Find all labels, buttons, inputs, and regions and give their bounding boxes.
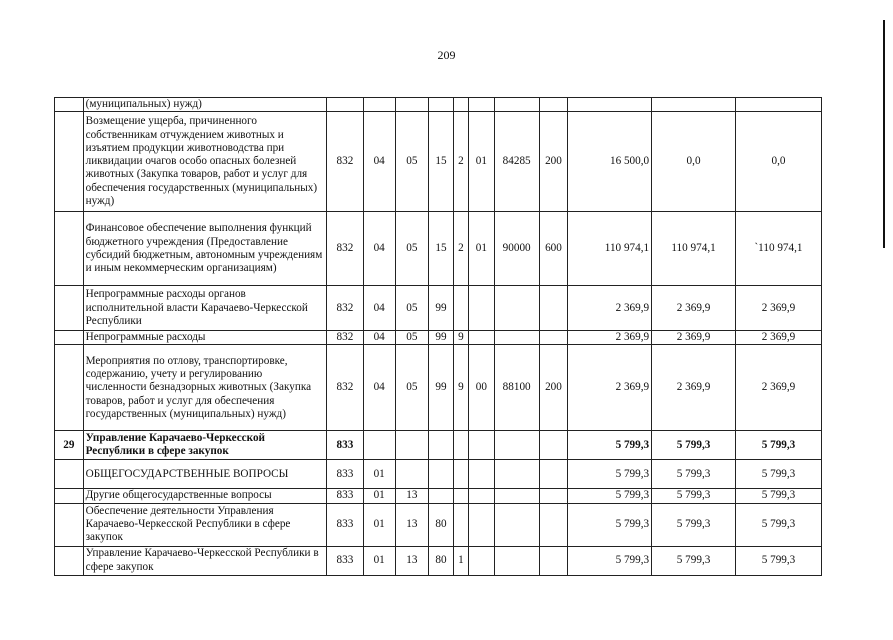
grbs-code-cell: 832 [327,212,364,286]
expense-type-cell [539,286,568,331]
page-edge-line [883,20,885,248]
subprogram-code-cell [453,503,468,546]
row-number-cell [55,331,84,345]
description-cell: Возмещение ущерба, причиненного собственникам отчуждением животных и изъятием продукции животноводства при ликвидации очагов особо опасных болезней животных (Закупка товаров, работ и услуг для обеспечения государственных (муниципальных) нужд) [83,112,326,212]
grbs-code-cell: 832 [327,112,364,212]
table-row [55,431,822,460]
expense-type-cell: 200 [539,345,568,431]
grbs-code-cell: 832 [327,345,364,431]
section-code-cell: 04 [363,212,395,286]
subsection-code-cell [395,431,429,460]
amount-year1-cell: 2 369,9 [568,286,652,331]
direction-code-cell [494,331,539,345]
subsection-code-cell: 05 [395,286,429,331]
table-row [55,112,822,212]
section-code-cell: 01 [363,489,395,503]
subprogram-code-cell: 1 [453,546,468,575]
amount-year2-cell: 5 799,3 [652,503,736,546]
amount-year1-cell: 5 799,3 [568,431,652,460]
subprogram-code-cell [453,431,468,460]
program-code-cell: 99 [429,286,454,331]
amount-year1-cell: 5 799,3 [568,503,652,546]
grbs-code-cell: 833 [327,460,364,489]
amount-year1-cell: 5 799,3 [568,460,652,489]
direction-code-cell [494,546,539,575]
subprogram-code-cell: 9 [453,331,468,345]
program-code-cell: 15 [429,212,454,286]
amount-year3-cell [735,98,821,112]
grbs-code-cell: 833 [327,489,364,503]
subsection-code-cell: 05 [395,345,429,431]
table-row [55,546,822,575]
event-code-cell: 00 [469,345,495,431]
direction-code-cell [494,503,539,546]
event-code-cell [469,98,495,112]
table-row [55,503,822,546]
table-row [55,489,822,503]
row-number-cell [55,460,84,489]
subsection-code-cell: 13 [395,503,429,546]
grbs-code-cell [327,98,364,112]
expense-type-cell [539,503,568,546]
section-code-cell: 01 [363,460,395,489]
event-code-cell [469,546,495,575]
table-row [55,345,822,431]
amount-year3-cell: 5 799,3 [735,431,821,460]
subprogram-code-cell [453,98,468,112]
expense-type-cell [539,431,568,460]
amount-year2-cell [652,98,736,112]
amount-year1-cell: 2 369,9 [568,345,652,431]
section-code-cell: 04 [363,112,395,212]
grbs-code-cell: 833 [327,546,364,575]
grbs-code-cell: 833 [327,503,364,546]
description-cell: (муниципальных) нужд) [83,98,326,112]
row-number-cell [55,546,84,575]
event-code-cell [469,489,495,503]
section-code-cell: 04 [363,345,395,431]
table-row [55,286,822,331]
event-code-cell [469,460,495,489]
direction-code-cell [494,98,539,112]
expense-type-cell [539,546,568,575]
amount-year1-cell: 110 974,1 [568,212,652,286]
expense-type-cell [539,460,568,489]
amount-year3-cell: 2 369,9 [735,345,821,431]
subsection-code-cell: 13 [395,489,429,503]
event-code-cell [469,331,495,345]
amount-year1-cell: 5 799,3 [568,546,652,575]
amount-year2-cell: 2 369,9 [652,286,736,331]
row-number-cell [55,112,84,212]
amount-year1-cell [568,98,652,112]
expense-type-cell: 600 [539,212,568,286]
subprogram-code-cell: 2 [453,112,468,212]
amount-year3-cell: 0,0 [735,112,821,212]
event-code-cell: 01 [469,112,495,212]
subprogram-code-cell: 2 [453,212,468,286]
amount-year3-cell: 5 799,3 [735,546,821,575]
row-number-cell [55,212,84,286]
expense-type-cell [539,489,568,503]
direction-code-cell [494,460,539,489]
expense-type-cell: 200 [539,112,568,212]
table-row [55,212,822,286]
subprogram-code-cell: 9 [453,345,468,431]
event-code-cell [469,431,495,460]
grbs-code-cell: 832 [327,286,364,331]
event-code-cell [469,503,495,546]
program-code-cell [429,98,454,112]
event-code-cell [469,286,495,331]
direction-code-cell: 88100 [494,345,539,431]
row-number-cell [55,489,84,503]
budget-table [54,97,822,576]
direction-code-cell [494,431,539,460]
amount-year3-cell: 5 799,3 [735,503,821,546]
program-code-cell: 99 [429,331,454,345]
description-cell: Мероприятия по отлову, транспортировке, содержанию, учету и регулированию численности безнадзорных животных (Закупка товаров, работ и услуг для обеспечения государственных (муниципальных) нужд) [83,345,326,431]
subsection-code-cell: 05 [395,331,429,345]
section-code-cell: 04 [363,286,395,331]
direction-code-cell: 84285 [494,112,539,212]
amount-year2-cell: 2 369,9 [652,331,736,345]
description-cell: Другие общегосударственные вопросы [83,489,326,503]
program-code-cell: 15 [429,112,454,212]
program-code-cell: 80 [429,546,454,575]
row-number-cell [55,503,84,546]
expense-type-cell [539,98,568,112]
table-row [55,331,822,345]
direction-code-cell [494,489,539,503]
description-cell: Обеспечение деятельности Управления Карачаево-Черкесской Республики в сфере закупок [83,503,326,546]
subsection-code-cell [395,98,429,112]
amount-year2-cell: 110 974,1 [652,212,736,286]
table-row [55,460,822,489]
amount-year3-cell: 2 369,9 [735,286,821,331]
amount-year1-cell: 16 500,0 [568,112,652,212]
direction-code-cell: 90000 [494,212,539,286]
subprogram-code-cell [453,460,468,489]
amount-year3-cell: 2 369,9 [735,331,821,345]
section-code-cell: 04 [363,331,395,345]
section-code-cell [363,431,395,460]
grbs-code-cell: 832 [327,331,364,345]
amount-year1-cell: 5 799,3 [568,489,652,503]
row-number-cell [55,98,84,112]
description-cell: Финансовое обеспечение выполнения функций бюджетного учреждения (Предоставление субсидий бюджетным, автономным учреждениям и иным некоммерческим организациям) [83,212,326,286]
subsection-code-cell: 13 [395,546,429,575]
section-code-cell [363,98,395,112]
program-code-cell [429,460,454,489]
program-code-cell: 99 [429,345,454,431]
page-number: 209 [437,48,456,62]
subsection-code-cell: 05 [395,212,429,286]
program-code-cell [429,431,454,460]
direction-code-cell [494,286,539,331]
subprogram-code-cell [453,489,468,503]
section-code-cell: 01 [363,503,395,546]
section-code-cell: 01 [363,546,395,575]
subprogram-code-cell [453,286,468,331]
row-number-cell [55,286,84,331]
row-number-cell [55,345,84,431]
expense-type-cell [539,331,568,345]
subsection-code-cell: 05 [395,112,429,212]
amount-year2-cell: 5 799,3 [652,546,736,575]
event-code-cell: 01 [469,212,495,286]
amount-year1-cell: 2 369,9 [568,331,652,345]
table-row [55,98,822,112]
description-cell: Управление Карачаево-Черкесской Республики в сфере закупок [83,431,326,460]
description-cell: ОБЩЕГОСУДАРСТВЕННЫЕ ВОПРОСЫ [83,460,326,489]
subsection-code-cell [395,460,429,489]
grbs-code-cell: 833 [327,431,364,460]
program-code-cell: 80 [429,503,454,546]
amount-year3-cell: 5 799,3 [735,460,821,489]
amount-year3-cell: 5 799,3 [735,489,821,503]
amount-year2-cell: 5 799,3 [652,460,736,489]
description-cell: Непрограммные расходы органов исполнительной власти Карачаево-Черкесской Республики [83,286,326,331]
description-cell: Управление Карачаево-Черкесской Республики в сфере закупок [83,546,326,575]
description-cell: Непрограммные расходы [83,331,326,345]
amount-year2-cell: 5 799,3 [652,431,736,460]
row-number-cell: 29 [55,431,84,460]
amount-year3-cell: `110 974,1 [735,212,821,286]
amount-year2-cell: 2 369,9 [652,345,736,431]
amount-year2-cell: 5 799,3 [652,489,736,503]
program-code-cell [429,489,454,503]
amount-year2-cell: 0,0 [652,112,736,212]
